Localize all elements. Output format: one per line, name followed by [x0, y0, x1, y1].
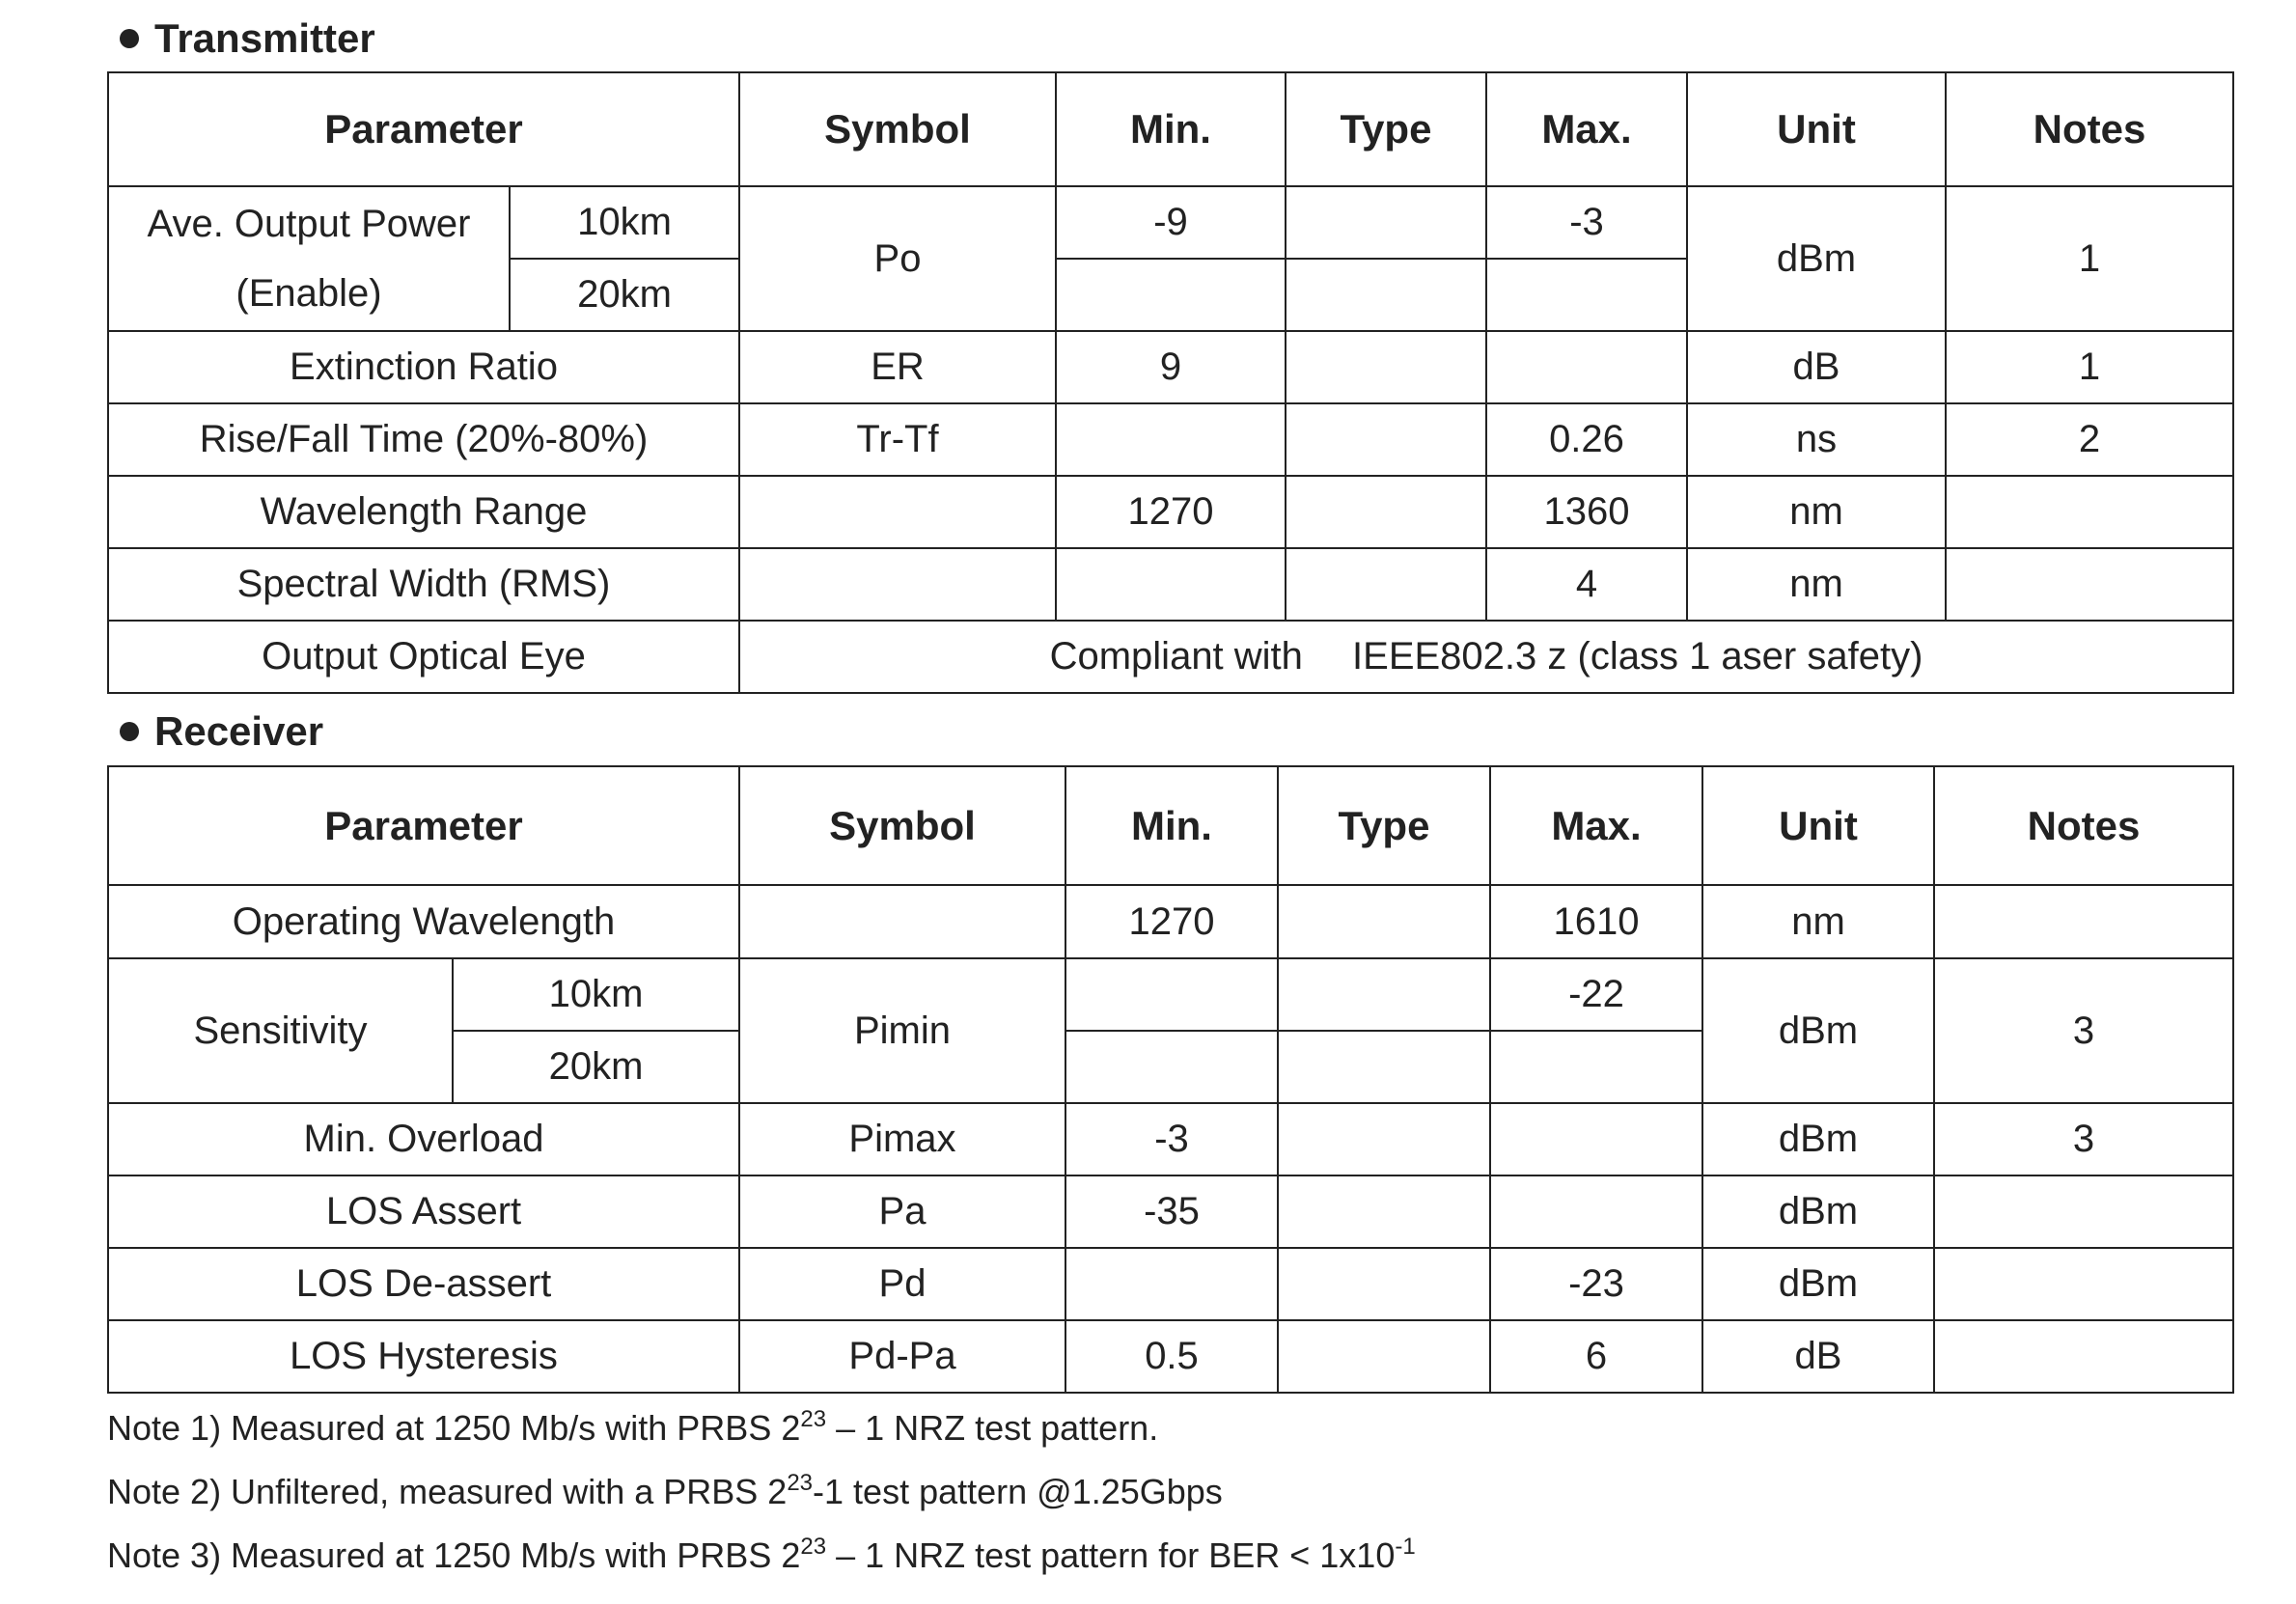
cell-symbol — [739, 548, 1056, 621]
header-type: Type — [1286, 72, 1486, 186]
sensitivity-notes: 3 — [1934, 958, 2233, 1103]
header-unit: Unit — [1702, 766, 1934, 885]
output-power-label-line2: (Enable) — [235, 272, 382, 315]
cell-max: -23 — [1490, 1248, 1702, 1320]
cell-max: 0.26 — [1486, 403, 1687, 476]
cell-max — [1490, 1175, 1702, 1248]
cell-symbol: Pd-Pa — [739, 1320, 1065, 1393]
note-text: Note 3) Measured at 1250 Mb/s with PRBS 2 — [107, 1535, 801, 1575]
transmitter-title-text: Transmitter — [154, 15, 375, 61]
cell-min: 1270 — [1056, 476, 1286, 548]
cell-type — [1278, 885, 1490, 958]
cell-unit: dB — [1687, 331, 1946, 403]
header-unit: Unit — [1687, 72, 1946, 186]
note-text: Note 1) Measured at 1250 Mb/s with PRBS 2 — [107, 1408, 801, 1448]
cell-unit: dBm — [1702, 1103, 1934, 1175]
cell-parameter: Spectral Width (RMS) — [108, 548, 739, 621]
receiver-title — [120, 703, 323, 761]
cell-min: 9 — [1056, 331, 1286, 403]
table-row — [108, 331, 2233, 403]
cell-notes — [1934, 1248, 2233, 1320]
note-line — [107, 1460, 1416, 1524]
receiver-table — [107, 765, 2234, 1394]
cell-type — [1278, 1248, 1490, 1320]
cell-parameter: LOS Assert — [108, 1175, 739, 1248]
table-row — [108, 476, 2233, 548]
output-power-label — [108, 186, 510, 331]
cell-max: 4 — [1486, 548, 1687, 621]
cell-symbol: Pd — [739, 1248, 1065, 1320]
cell-min: 0.5 — [1065, 1320, 1278, 1393]
note-line — [107, 1397, 1416, 1460]
output-power-notes: 1 — [1946, 186, 2233, 331]
table-row — [108, 621, 2233, 693]
note-text: -1 test pattern @1.25Gbps — [813, 1472, 1223, 1511]
sensitivity-type-20km — [1278, 1031, 1490, 1103]
cell-type — [1286, 403, 1486, 476]
header-min: Min. — [1065, 766, 1278, 885]
cell-notes: 1 — [1946, 331, 2233, 403]
header-parameter: Parameter — [108, 766, 739, 885]
transmitter-header-row — [108, 72, 2233, 186]
sensitivity-max-10km: -22 — [1490, 958, 1702, 1031]
eye-parameter: Output Optical Eye — [108, 621, 739, 693]
note-superscript: -1 — [1395, 1534, 1416, 1560]
cell-notes: 2 — [1946, 403, 2233, 476]
cell-unit: nm — [1687, 476, 1946, 548]
header-notes: Notes — [1934, 766, 2233, 885]
header-symbol: Symbol — [739, 766, 1065, 885]
table-row — [108, 548, 2233, 621]
cell-parameter: Rise/Fall Time (20%-80%) — [108, 403, 739, 476]
cell-max: 6 — [1490, 1320, 1702, 1393]
cell-min — [1056, 548, 1286, 621]
cell-parameter: LOS De-assert — [108, 1248, 739, 1320]
cell-unit: nm — [1702, 885, 1934, 958]
notes-block — [107, 1397, 1416, 1588]
cell-symbol: Pimax — [739, 1103, 1065, 1175]
cell-max: 1360 — [1486, 476, 1687, 548]
cell-parameter: Extinction Ratio — [108, 331, 739, 403]
cell-symbol — [739, 885, 1065, 958]
output-power-label-line1: Ave. Output Power — [147, 203, 471, 245]
cell-min: 1270 — [1065, 885, 1278, 958]
header-notes: Notes — [1946, 72, 2233, 186]
sensitivity-min-20km — [1065, 1031, 1278, 1103]
header-parameter: Parameter — [108, 72, 739, 186]
note-text: – 1 NRZ test pattern. — [826, 1408, 1159, 1448]
cell-notes — [1934, 1175, 2233, 1248]
sensitivity-10km: 10km — [453, 958, 739, 1031]
sensitivity-20km: 20km — [453, 1031, 739, 1103]
cell-type — [1286, 548, 1486, 621]
cell-unit: dBm — [1702, 1175, 1934, 1248]
cell-notes — [1946, 548, 2233, 621]
note-superscript: 23 — [800, 1534, 827, 1560]
cell-max — [1490, 1103, 1702, 1175]
cell-unit: nm — [1687, 548, 1946, 621]
cell-parameter: Min. Overload — [108, 1103, 739, 1175]
sensitivity-max-20km — [1490, 1031, 1702, 1103]
output-power-symbol: Po — [739, 186, 1056, 331]
sensitivity-symbol: Pimin — [739, 958, 1065, 1103]
note-text: – 1 NRZ test pattern for BER < 1x10 — [826, 1535, 1396, 1575]
cell-type — [1278, 1103, 1490, 1175]
output-power-type-10km — [1286, 186, 1486, 259]
cell-max: 1610 — [1490, 885, 1702, 958]
note-superscript: 23 — [787, 1470, 814, 1496]
cell-min — [1056, 403, 1286, 476]
output-power-min-10km: -9 — [1056, 186, 1286, 259]
header-max: Max. — [1490, 766, 1702, 885]
cell-type — [1278, 1175, 1490, 1248]
cell-symbol: Pa — [739, 1175, 1065, 1248]
table-row — [108, 1103, 2233, 1175]
cell-max — [1486, 331, 1687, 403]
header-type: Type — [1278, 766, 1490, 885]
cell-min: -35 — [1065, 1175, 1278, 1248]
cell-notes — [1934, 885, 2233, 958]
sensitivity-unit: dBm — [1702, 958, 1934, 1103]
cell-type — [1286, 331, 1486, 403]
output-power-max-20km — [1486, 259, 1687, 331]
table-row — [108, 403, 2233, 476]
cell-parameter: Operating Wavelength — [108, 885, 739, 958]
cell-parameter: LOS Hysteresis — [108, 1320, 739, 1393]
transmitter-title — [120, 10, 375, 68]
table-row — [108, 885, 2233, 958]
cell-min: -3 — [1065, 1103, 1278, 1175]
cell-unit: dBm — [1702, 1248, 1934, 1320]
cell-unit: ns — [1687, 403, 1946, 476]
output-power-unit: dBm — [1687, 186, 1946, 331]
output-power-max-10km: -3 — [1486, 186, 1687, 259]
cell-type — [1278, 1320, 1490, 1393]
cell-min — [1065, 1248, 1278, 1320]
bullet-icon — [120, 722, 139, 741]
sensitivity-label: Sensitivity — [108, 958, 453, 1103]
table-row — [108, 1320, 2233, 1393]
cell-symbol: Tr-Tf — [739, 403, 1056, 476]
table-row — [108, 1248, 2233, 1320]
note-line — [107, 1524, 1416, 1588]
output-power-min-20km — [1056, 259, 1286, 331]
bullet-icon — [120, 29, 139, 48]
cell-parameter: Wavelength Range — [108, 476, 739, 548]
cell-symbol — [739, 476, 1056, 548]
table-row — [108, 1175, 2233, 1248]
output-power-10km: 10km — [510, 186, 739, 259]
cell-symbol: ER — [739, 331, 1056, 403]
table-row — [108, 958, 2233, 1031]
receiver-title-text: Receiver — [154, 708, 324, 754]
header-min: Min. — [1056, 72, 1286, 186]
output-power-20km: 20km — [510, 259, 739, 331]
cell-notes — [1934, 1320, 2233, 1393]
header-max: Max. — [1486, 72, 1687, 186]
note-text: Note 2) Unfiltered, measured with a PRBS 2 — [107, 1472, 788, 1511]
cell-unit: dB — [1702, 1320, 1934, 1393]
receiver-header-row — [108, 766, 2233, 885]
cell-notes: 3 — [1934, 1103, 2233, 1175]
eye-value: Compliant with IEEE802.3 z (class 1 aser safety) — [739, 621, 2233, 693]
sensitivity-type-10km — [1278, 958, 1490, 1031]
header-symbol: Symbol — [739, 72, 1056, 186]
cell-notes — [1946, 476, 2233, 548]
sensitivity-min-10km — [1065, 958, 1278, 1031]
note-superscript: 23 — [800, 1406, 827, 1432]
cell-type — [1286, 476, 1486, 548]
output-power-type-20km — [1286, 259, 1486, 331]
transmitter-table — [107, 71, 2234, 694]
table-row — [108, 186, 2233, 259]
